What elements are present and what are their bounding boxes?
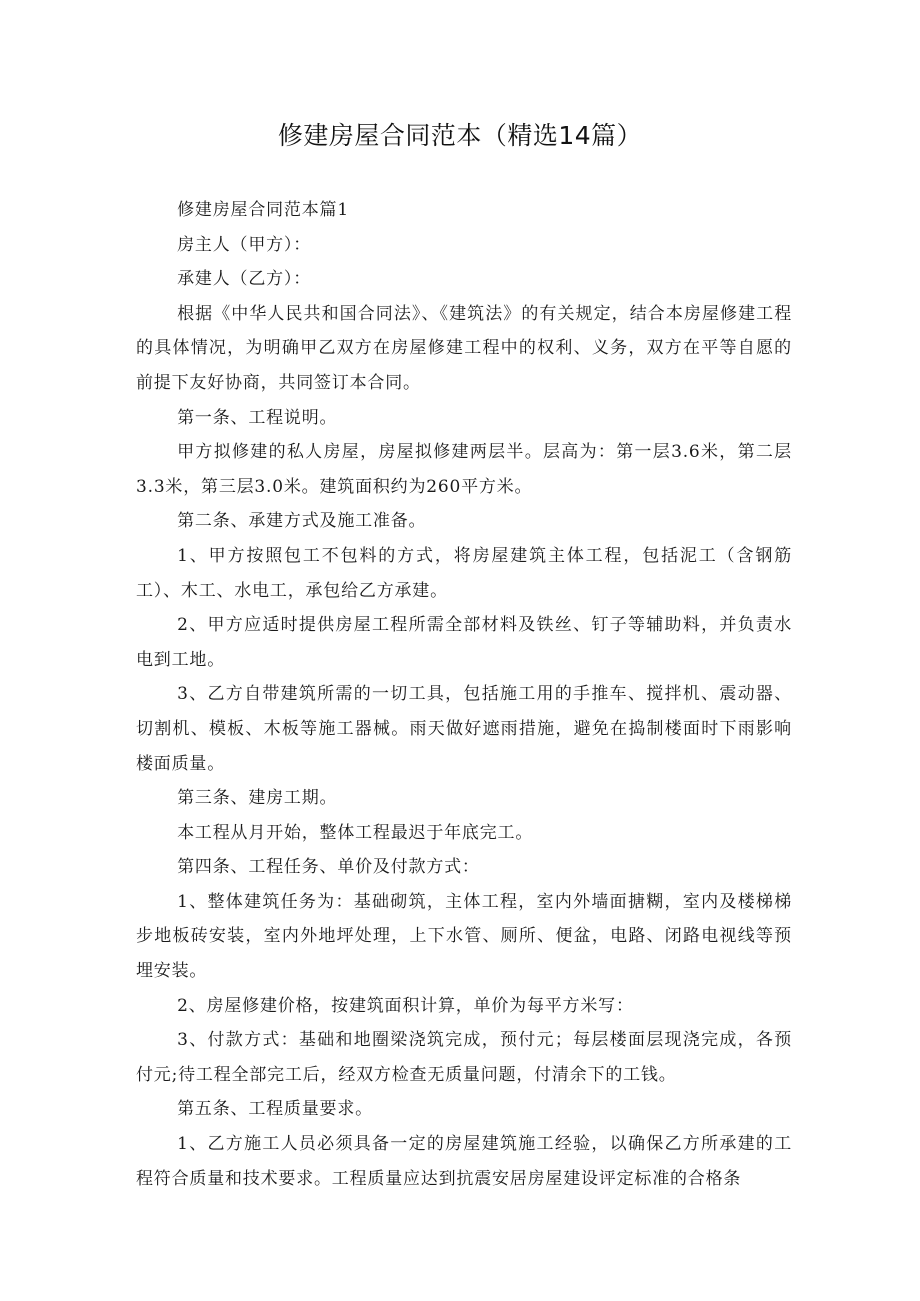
article-4-item-1: 1、整体建筑任务为：基础砌筑，主体工程，室内外墙面搪糊，室内及楼梯梯步地板砖安装，室内外地坪处理，上下水管、厕所、便盆，电路、闭路电视线等预埋安装。: [136, 891, 792, 982]
article-2-item-1: 1、甲方按照包工不包料的方式，将房屋建筑主体工程，包括泥工（含钢筋工）、木工、水电工，承包给乙方承建。: [136, 545, 792, 601]
party-a-line: 房主人（甲方）：: [177, 234, 312, 255]
article-1-text: 甲方拟修建的私人房屋，房屋拟修建两层半。层高为：第一层3.6米，第二层3.3米，第三层3.0米。建筑面积约为260平方米。: [136, 442, 792, 497]
article-2-item-3: 3、乙方自带建筑所需的一切工具，包括施工用的手推车、搅拌机、震动器、切割机、模板、木板等施工器械。雨天做好遮雨措施，避免在捣制楼面时下雨影响楼面质量。: [136, 684, 792, 774]
article-3-text: 本工程从月开始，整体工程最迟于年底完工。: [177, 822, 534, 843]
article-4-item-3: 3、付款方式：基础和地圈梁浇筑完成，预付元；每层楼面层现浇完成，各预付元;待工程全部完工后，经双方检查无质量问题，付清余下的工钱。: [136, 1030, 792, 1085]
document-title: 修建房屋合同范本（精选14篇）: [277, 121, 643, 150]
article-4-item-2: 2、房屋修建价格，按建筑面积计算，单价为每平方米写：: [177, 995, 634, 1016]
article-2-heading: 第二条、承建方式及施工准备。: [177, 511, 427, 532]
article-5-heading: 第五条、工程质量要求。: [177, 1099, 373, 1120]
article-3-heading: 第三条、建房工期。: [177, 788, 338, 809]
section-heading: 修建房屋合同范本篇1: [177, 200, 349, 220]
article-4-heading: 第四条、工程任务、单价及付款方式：: [177, 857, 480, 878]
preamble-paragraph: 根据《中华人民共和国合同法》、《建筑法》的有关规定，结合本房屋修建工程的具体情况，为明确甲乙双方在房屋修建工程中的权利、义务，双方在平等自愿的前提下友好协商，共同签订本合同。: [136, 303, 792, 393]
article-1-heading: 第一条、工程说明。: [177, 407, 338, 428]
article-2-item-2: 2、甲方应适时提供房屋工程所需全部材料及铁丝、钉子等辅助料，并负责水电到工地。: [136, 615, 792, 670]
party-b-line: 承建人（乙方）：: [177, 269, 312, 290]
article-5-item-1: 1、乙方施工人员必须具备一定的房屋建筑施工经验，以确保乙方所承建的工程符合质量和技术要求。工程质量应达到抗震安居房屋建设评定标准的合格条: [136, 1134, 792, 1189]
document-body: [136, 193, 792, 1196]
